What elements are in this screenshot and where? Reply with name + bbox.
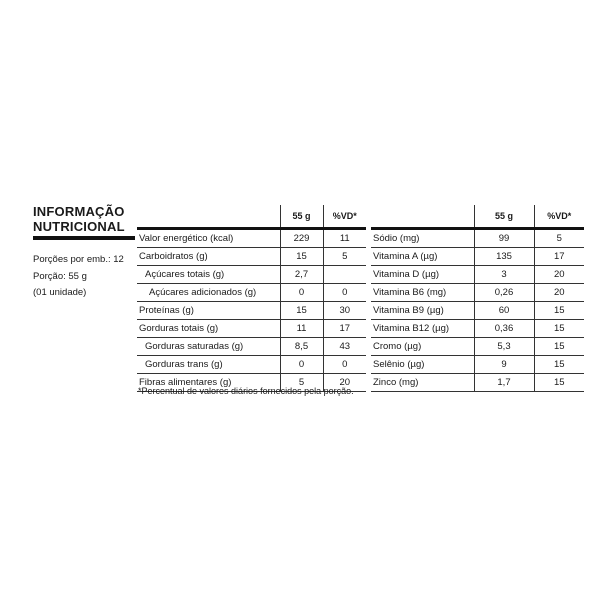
header-amount: 55 g <box>474 205 534 229</box>
nutrient-dv: 15 <box>534 320 584 338</box>
nutrient-dv: 0 <box>323 356 366 374</box>
nutrient-amount: 11 <box>280 320 323 338</box>
nutrient-dv: 11 <box>323 229 366 248</box>
table-row <box>371 284 584 302</box>
table-row <box>371 356 584 374</box>
table-header <box>371 205 584 229</box>
footnote: *Percentual de valores diários fornecidos pela porção. <box>138 386 354 396</box>
nutrient-label: Zinco (mg) <box>373 377 419 388</box>
nutrient-amount: 5 <box>280 374 323 392</box>
nutrient-label: Gorduras saturadas (g) <box>145 341 244 352</box>
nutrient-dv: 0 <box>323 284 366 302</box>
nutrient-amount: 3 <box>474 266 534 284</box>
table-row <box>137 320 366 338</box>
nutrient-label: Cromo (µg) <box>373 341 422 352</box>
nutrient-label: Sódio (mg) <box>373 233 420 244</box>
nutrient-dv: 43 <box>323 338 366 356</box>
nutrient-dv <box>323 266 366 284</box>
nutrient-amount: 229 <box>280 229 323 248</box>
header-blank <box>371 205 474 229</box>
nutrition-table-left <box>137 205 366 392</box>
nutrient-amount: 0,26 <box>474 284 534 302</box>
title-line-2: NUTRICIONAL <box>33 219 125 234</box>
table-row <box>371 338 584 356</box>
table-row <box>371 229 584 248</box>
nutrient-label: Vitamina A (µg) <box>373 251 438 262</box>
nutrient-label: Vitamina B9 (µg) <box>373 305 444 316</box>
nutrient-label: Carboidratos (g) <box>139 251 208 262</box>
header-amount: 55 g <box>280 205 323 229</box>
nutrient-label: Açúcares adicionados (g) <box>149 287 257 298</box>
nutrient-dv: 20 <box>534 266 584 284</box>
nutrient-label: Gorduras totais (g) <box>139 323 219 334</box>
table-row <box>137 266 366 284</box>
nutrient-label: Vitamina B6 (mg) <box>373 287 447 298</box>
serving-size: Porção: 55 g <box>33 270 87 282</box>
servings-per-package: Porções por emb.: 12 <box>33 254 124 265</box>
nutrient-amount: 0,36 <box>474 320 534 338</box>
nutrient-label: Selênio (µg) <box>373 359 425 370</box>
title-line-1: INFORMAÇÃO <box>33 204 125 219</box>
nutrition-title <box>33 204 133 234</box>
nutrient-label: Fibras alimentares (g) <box>139 377 232 388</box>
nutrient-label: Açúcares totais (g) <box>145 269 225 280</box>
serving-info <box>33 252 143 302</box>
table-row <box>137 284 366 302</box>
nutrient-dv: 15 <box>534 338 584 356</box>
table-row <box>371 302 584 320</box>
table-row <box>371 266 584 284</box>
nutrient-dv: 17 <box>323 320 366 338</box>
nutrient-dv: 20 <box>323 374 366 392</box>
nutrient-label: Vitamina D (µg) <box>373 269 440 280</box>
nutrient-amount: 0 <box>280 284 323 302</box>
nutrient-label: Proteínas (g) <box>139 305 194 316</box>
serving-unit: (01 unidade) <box>33 287 87 298</box>
nutrient-amount: 8,5 <box>280 338 323 356</box>
nutrient-amount: 9 <box>474 356 534 374</box>
nutrient-label: Gorduras trans (g) <box>145 359 223 370</box>
table-row <box>137 338 366 356</box>
nutrient-dv: 15 <box>534 374 584 392</box>
nutrient-label: Vitamina B12 (µg) <box>373 323 450 334</box>
header-blank <box>137 205 280 229</box>
table-row <box>137 229 366 248</box>
nutrient-amount: 2,7 <box>280 266 323 284</box>
table-row <box>137 356 366 374</box>
table-row <box>137 248 366 266</box>
header-dv: %VD* <box>534 205 584 229</box>
nutrient-amount: 99 <box>474 229 534 248</box>
table-row <box>137 302 366 320</box>
nutrient-dv: 15 <box>534 302 584 320</box>
nutrient-amount: 135 <box>474 248 534 266</box>
header-dv: %VD* <box>323 205 366 229</box>
nutrient-amount: 5,3 <box>474 338 534 356</box>
nutrient-dv: 20 <box>534 284 584 302</box>
nutrient-amount: 0 <box>280 356 323 374</box>
nutrition-table-right <box>371 205 584 392</box>
table-row <box>371 248 584 266</box>
nutrient-dv: 5 <box>323 248 366 266</box>
table-header <box>137 205 366 229</box>
nutrient-dv: 30 <box>323 302 366 320</box>
table-row <box>371 320 584 338</box>
nutrient-dv: 5 <box>534 229 584 248</box>
nutrient-amount: 15 <box>280 302 323 320</box>
nutrient-amount: 60 <box>474 302 534 320</box>
nutrient-amount: 1,7 <box>474 374 534 392</box>
nutrient-dv: 17 <box>534 248 584 266</box>
nutrient-amount: 15 <box>280 248 323 266</box>
title-divider <box>33 236 135 240</box>
nutrient-dv: 15 <box>534 356 584 374</box>
table-row <box>371 374 584 392</box>
nutrient-label: Valor energético (kcal) <box>139 233 234 244</box>
